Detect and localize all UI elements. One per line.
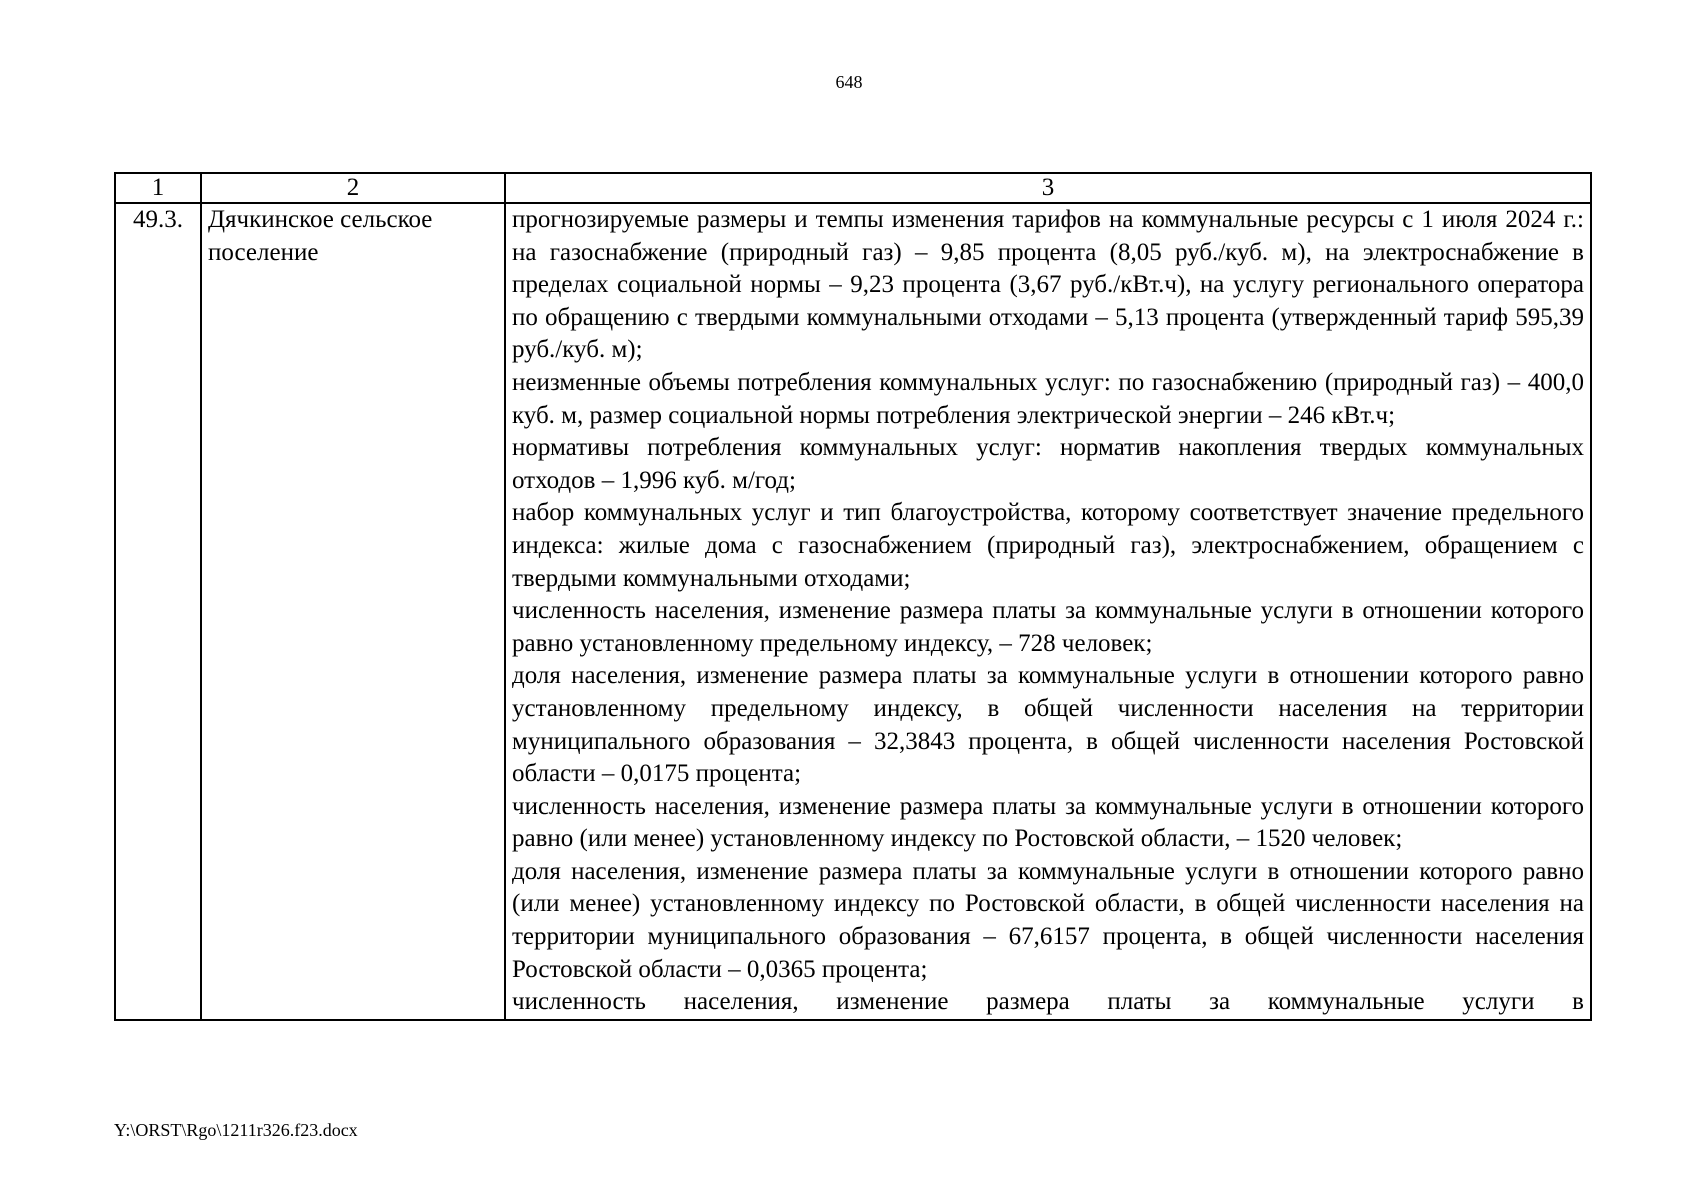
table-header-row [115,173,1591,203]
paragraph-share-equal: доля населения, изменение размера платы за коммунальные услуги в отношении которого равно установленному предельному индексу, в общей численности населения на территории муниципального образования – 32,3843 процента, в общей численности населения Ростовской области – 0,0175 процента; [512,662,1584,788]
paragraph-continued: численность населения, изменение размера платы за коммунальные услуги в [512,988,1584,1016]
tariff-table [114,172,1592,1021]
footer-file-path: Y:\ORST\Rgo\1211r326.f23.docx [114,1120,358,1140]
paragraph-tariffs: прогнозируемые размеры и темпы изменения тарифов на коммунальные ресурсы с 1 июля 2024 г.: на газоснабжение (природный газ) – 9,85 процента (8,05 руб./куб. м), на электроснабжение в пределах социальной нормы – 9,23 процента (3,67 руб./кВт.ч), на услугу регионального оператора по обращению с твердыми коммунальными отходами – 5,13 процента (утвержденный тариф 595,39 руб./куб. м); [512,206,1584,364]
paragraph-volumes: неизменные объемы потребления коммунальных услуг: по газоснабжению (природный газ) – 400,0 куб. м, размер социальной нормы потребления электрической энергии – 246 кВт.ч; [512,368,1584,429]
paragraph-population-equal: численность населения, изменение размера платы за коммунальные услуги в отношении которого равно установленному предельному индексу, – 728 человек; [512,597,1584,657]
paragraph-population-less: численность населения, изменение размера платы за коммунальные услуги в отношении которого равно (или менее) установленному индексу по Ростовской области, – 1520 человек; [512,792,1584,853]
column-header-3: 3 [505,173,1591,203]
table-row [115,203,1591,1020]
row-content [505,203,1591,1020]
column-header-1: 1 [115,173,201,203]
row-number: 49.3. [115,203,201,1020]
column-header-2: 2 [201,173,505,203]
paragraph-norms: нормативы потребления коммунальных услуг: норматив накопления твердых коммунальных отходов – 1,996 куб. м/год; [512,434,1584,494]
settlement-name: Дячкинское сельское поселение [201,203,505,1020]
paragraph-services-set: набор коммунальных услуг и тип благоустройства, которому соответствует значение предельного индекса: жилые дома с газоснабжением (природный газ), электроснабжением, обращением с твердыми коммунальными отходами; [512,499,1584,592]
paragraph-share-less: доля населения, изменение размера платы за коммунальные услуги в отношении которого равно (или менее) установленному индексу по Ростовской области, в общей численности населения на территории муниципального образования – 67,6157 процента, в общей численности населения Ростовской области – 0,0365 процента; [512,857,1584,983]
page-number: 648 [835,72,863,92]
